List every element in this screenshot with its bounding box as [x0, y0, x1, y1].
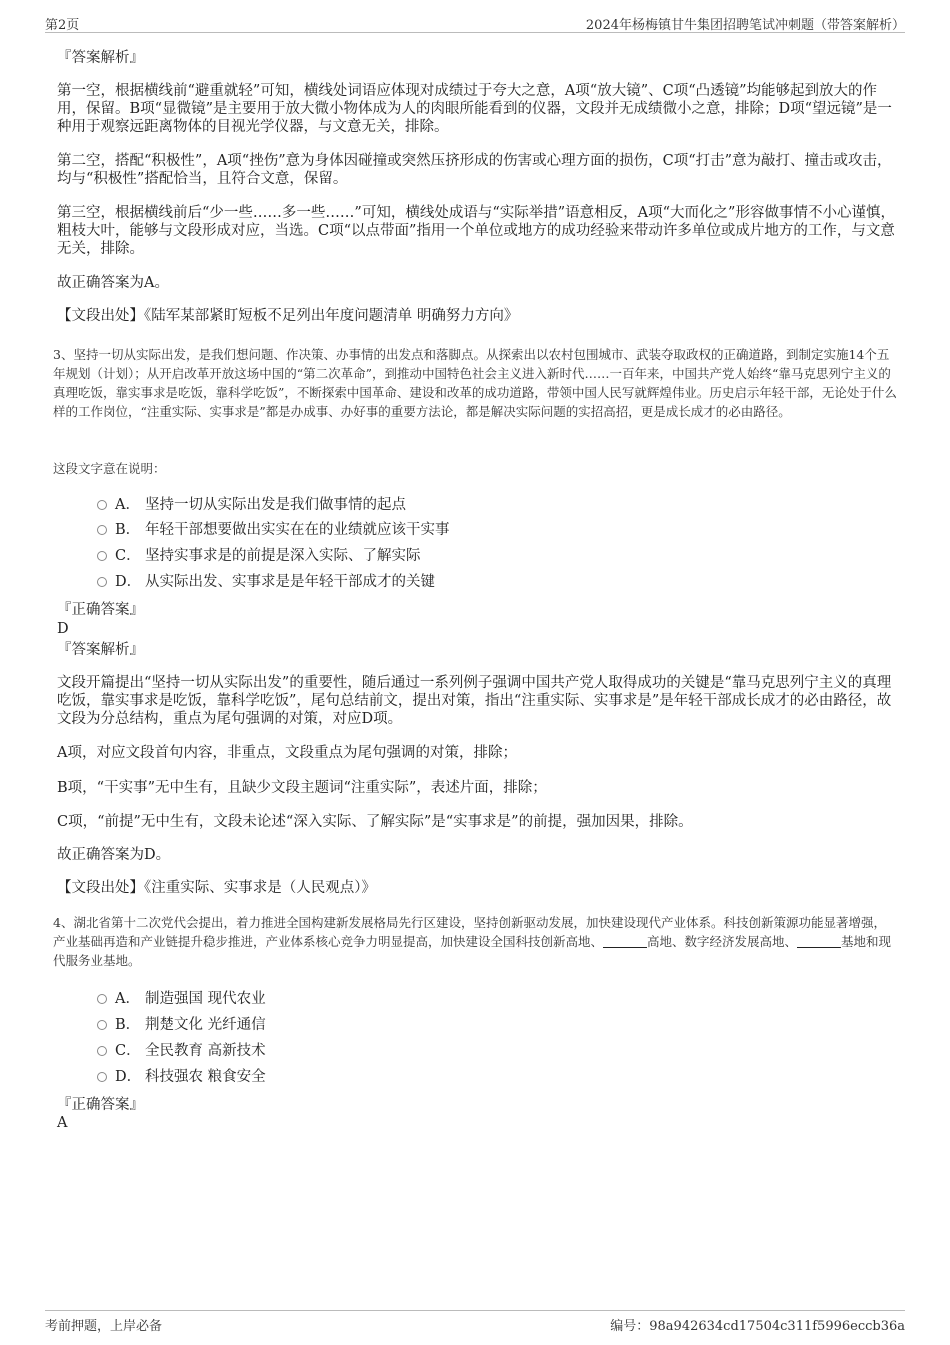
- option-text: 全民教育 高新技术: [145, 1043, 266, 1059]
- option-text: 从实际出发、实事求是是年轻干部成才的关键: [145, 574, 435, 590]
- page-header: [45, 14, 905, 33]
- code-label: 编号：: [610, 1319, 650, 1334]
- q3-analysis-p1: 文段开篇提出“坚持一切从实际出发”的重要性，随后通过一系列例子强调中国共产党人取得成功的关键是“靠马克思列宁主义的真理吃饭，靠实事求是吃饭，靠科学吃饭”，尾句总结前文，提出对策，指出“注重实际、实事求是”是年轻干部成长成才的必由路径，故文段为分总结构，重点为尾句强调的对策，对应D项。: [57, 675, 892, 727]
- q2-analysis-p3: 第三空，根据横线前后“少一些……多一些……”可知，横线处成语与“实际举措”语意相反，A项“大而化之”形容做事情不小心谨慎，粗枝大叶，能够与文段形成对应，当选。C项“以点带面”指用一个单位或地方的成功经验来带动许多单位或成片地方的工作，与文意无关，排除。: [57, 205, 895, 257]
- radio-icon[interactable]: [97, 994, 107, 1004]
- fill-blank: [603, 935, 647, 948]
- option-letter: D．: [115, 1069, 142, 1085]
- option-text: 年轻干部想要做出实实在在的业绩就应该干实事: [145, 522, 450, 538]
- q4-option-b[interactable]: [97, 1016, 266, 1034]
- radio-icon[interactable]: [97, 500, 107, 510]
- option-letter: A．: [115, 991, 140, 1007]
- q2-analysis-label: 『答案解析』: [57, 50, 144, 66]
- q3-option-b[interactable]: [97, 521, 450, 539]
- fill-blank: [797, 935, 841, 948]
- option-text: 荆楚文化 光纤通信: [145, 1017, 266, 1033]
- radio-icon[interactable]: [97, 1020, 107, 1030]
- radio-icon[interactable]: [97, 1072, 107, 1082]
- option-letter: D．: [115, 574, 142, 590]
- q2-analysis-p1: 第一空，根据横线前“避重就轻”可知，横线处词语应体现对成绩过于夸大之意，A项“放大镜”、C项“凸透镜”均能够起到放大的作用，保留。B项“显微镜”是主要用于放大微小物体成为人的肉眼所能看到的仪器，文段并无成绩微小之意，排除；D项“望远镜”是一种用于观察远距离物体的目视光学仪器，与文意无关，排除。: [57, 83, 892, 135]
- q4-option-a[interactable]: [97, 990, 266, 1008]
- option-letter: B．: [115, 1017, 141, 1033]
- radio-icon[interactable]: [97, 551, 107, 561]
- q4-stem: [53, 913, 898, 970]
- q4-stem-part: 高地、数字经济发展高地、: [647, 934, 798, 949]
- q3-option-d[interactable]: [97, 573, 435, 591]
- q4-option-d[interactable]: [97, 1068, 266, 1086]
- option-letter: B．: [115, 522, 141, 538]
- q3-stem: 3、坚持一切从实际出发，是我们想问题、作决策、办事情的出发点和落脚点。从探索出以农村包围城市、武装夺取政权的正确道路，到制定实施14个五年规划（计划）；从开启改革开放这场中国的“第二次革命”，到推动中国特色社会主义进入新时代……一百年来，中国共产党人始终“靠马克思列宁主义的真理吃饭，靠实事求是吃饭，靠科学吃饭”，不断探索中国革命、建设和改革的成功道路，带领中国人民写就辉煌伟业。历史启示年轻干部，无论处于什么样的工作岗位，“注重实际、实事求是”都是办成事、办好事的重要方法论，都是解决实际问题的实招高招，更是成长成才的必由路径。: [53, 347, 897, 419]
- q4-answer: A: [57, 1115, 68, 1131]
- radio-icon[interactable]: [97, 577, 107, 587]
- q3-conclusion: 故正确答案为D。: [57, 847, 171, 863]
- q3-answer-label: 『正确答案』: [57, 602, 144, 618]
- q2-conclusion: 故正确答案为A。: [57, 275, 169, 291]
- option-letter: C．: [115, 1043, 141, 1059]
- option-text: 坚持一切从实际出发是我们做事情的起点: [145, 497, 406, 513]
- q3-analysis-label: 『答案解析』: [57, 642, 144, 658]
- q3-analysis-a: A项，对应文段首句内容，非重点，文段重点为尾句强调的对策，排除；: [57, 745, 517, 761]
- q4-answer-label: 『正确答案』: [57, 1097, 144, 1113]
- code-value: 98a942634cd17504c311f5996eccb36a: [649, 1319, 905, 1334]
- q3-answer: D: [57, 621, 69, 637]
- option-letter: C．: [115, 548, 141, 564]
- q3-source: 【文段出处】《注重实际、实事求是（人民观点）》: [57, 880, 376, 896]
- option-letter: A．: [115, 497, 140, 513]
- document-title: 2024年杨梅镇甘牛集团招聘笔试冲刺题（带答案解析）: [585, 18, 905, 33]
- q3-analysis-c: C项，“前提”无中生有，文段未论述“深入实际、了解实际”是“实事求是”的前提，强加因果，排除。: [57, 814, 693, 830]
- q4-stem-part: 4、湖北省第十二次党代会提出，着力推进全国构建新发展格局先行区建设，坚持创新驱动发展，加快建设现代产业体系。科技创新策源功能显著增强，产业基础再造和产业链提升稳步推进，产业体系核心竞争力明显提高，加快建设全国科技创新高地、: [53, 915, 886, 949]
- q4-option-c[interactable]: [97, 1042, 266, 1060]
- q3-prompt: 这段文字意在说明：: [53, 461, 166, 476]
- radio-icon[interactable]: [97, 1046, 107, 1056]
- option-text: 制造强国 现代农业: [145, 991, 266, 1007]
- q3-option-c[interactable]: [97, 547, 421, 565]
- page-footer: [45, 1310, 905, 1333]
- footer-code: [610, 1315, 905, 1334]
- page-number: 第2页: [45, 18, 80, 33]
- option-text: 科技强农 粮食安全: [145, 1069, 266, 1085]
- radio-icon[interactable]: [97, 525, 107, 535]
- q2-analysis-p2: 第二空，搭配“积极性”，A项“挫伤”意为身体因碰撞或突然压挤形成的伤害或心理方面的损伤，C项“打击”意为敲打、撞击或攻击，均与“积极性”搭配恰当，且符合文意，保留。: [57, 153, 892, 187]
- q3-option-a[interactable]: [97, 496, 406, 514]
- q2-source: 【文段出处】《陆军某部紧盯短板不足列出年度问题清单 明确努力方向》: [57, 308, 519, 324]
- q4-stem-part: 基地和现代服务业基地。: [53, 934, 892, 968]
- footer-slogan: 考前押题，上岸必备: [45, 1319, 163, 1334]
- q3-analysis-b: B项，“干实事”无中生有，且缺少文段主题词“注重实际”，表述片面，排除；: [57, 780, 547, 796]
- option-text: 坚持实事求是的前提是深入实际、了解实际: [145, 548, 421, 564]
